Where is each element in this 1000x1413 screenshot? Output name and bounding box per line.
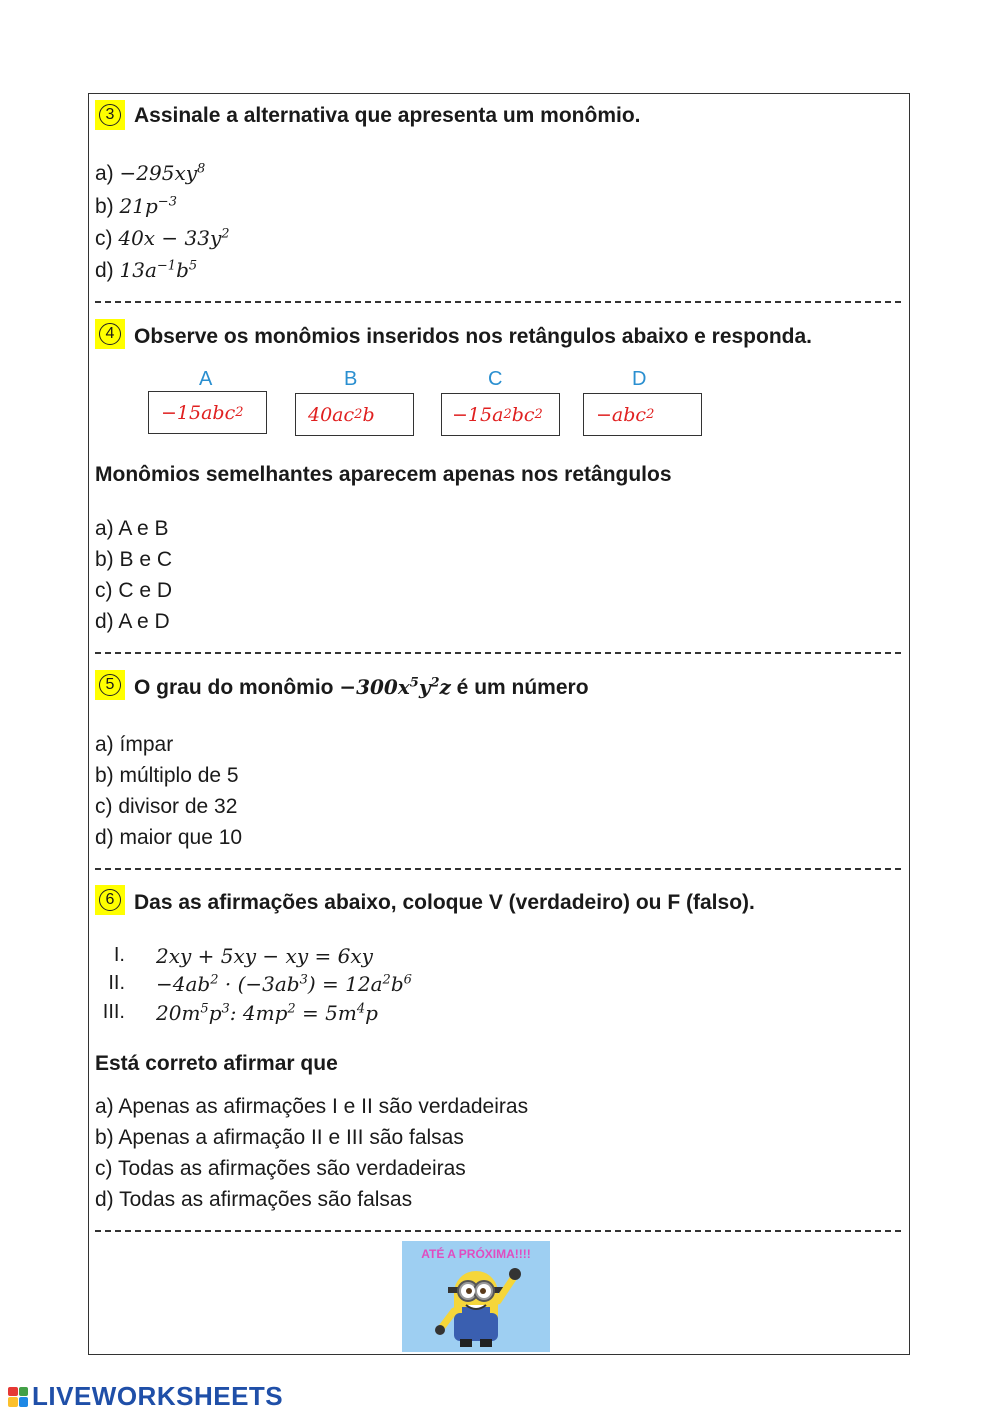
q3-option-c[interactable]: c) $40x - 33y^2$ — [95, 226, 230, 250]
q5-option-a[interactable]: a) ímpar — [95, 733, 174, 756]
liveworksheets-logo[interactable] — [8, 1381, 283, 1412]
minion-picture — [402, 1241, 550, 1352]
q3-option-d[interactable]: d) $13a^{-1}b^5$ — [95, 258, 198, 282]
q5-option-b[interactable]: b) múltiplo de 5 — [95, 764, 239, 787]
question-3-number-badge: 3 — [95, 100, 125, 130]
box-letter-d: D — [632, 368, 647, 390]
q6-option-d[interactable]: d) Todas as afirmações são falsas — [95, 1188, 413, 1211]
logo-text: LIVEWORKSHEETS — [32, 1381, 284, 1411]
statement-iii: $20m^5p^3$: $4mp^2 = 5m^4p$ — [156, 1001, 378, 1025]
question-6-title: Das as afirmações abaixo, coloque V (verdadeiro) ou F (falso). — [134, 891, 755, 914]
box-letter-a: A — [199, 368, 213, 390]
box-letter-c: C — [488, 368, 503, 390]
q4-option-d[interactable]: d) A e D — [95, 610, 170, 633]
question-4-number-badge: 4 — [95, 319, 125, 349]
statement-ii-label: II. — [108, 972, 125, 994]
statement-ii: $-4ab^2 \cdot (-3ab^3) = 12a^2b^6$ — [156, 972, 412, 996]
question-5-number-badge: 5 — [95, 670, 125, 700]
box-letter-b: B — [344, 368, 358, 390]
question-6-prompt: Está correto afirmar que — [95, 1052, 338, 1075]
q6-option-b[interactable]: b) Apenas a afirmação II e III são falsas — [95, 1126, 464, 1149]
q4-option-b[interactable]: b) B e C — [95, 548, 173, 571]
monomial-box-a: −15abc 2 — [148, 391, 267, 434]
question-3-title: Assinale a alternativa que apresenta um monômio. — [134, 104, 641, 127]
logo-mark-icon — [8, 1387, 28, 1407]
q5-option-c[interactable]: c) divisor de 32 — [95, 795, 238, 818]
q3-option-a[interactable]: $a) -295xy^8$ — [95, 161, 206, 185]
question-5-title: O grau do monômio $-300x^5y^2z$ é um número — [134, 675, 589, 699]
question-4-title: Observe os monômios inseridos nos retângulos abaixo e responda. — [134, 325, 813, 348]
q6-option-c[interactable]: c) Todas as afirmações são verdadeiras — [95, 1157, 466, 1180]
q5-option-d[interactable]: d) maior que 10 — [95, 826, 243, 849]
q3-option-b[interactable]: b) $21p^{-3}$ — [95, 194, 177, 218]
section-divider — [95, 652, 901, 654]
q4-option-a[interactable]: a) A e B — [95, 517, 169, 540]
q4-option-c[interactable]: c) C e D — [95, 579, 173, 602]
monomial-box-d: −abc 2 — [583, 393, 702, 436]
monomial-box-c: −15a 2 bc 2 — [441, 393, 560, 436]
q6-option-a[interactable]: a) Apenas as afirmações I e II são verdadeiras — [95, 1095, 529, 1118]
question-6-number-badge: 6 — [95, 885, 125, 915]
statement-i-label: I. — [113, 944, 125, 966]
minion-illustration — [402, 1241, 550, 1352]
statement-iii-label: III. — [102, 1001, 125, 1023]
statement-i: 2xy + 5xy − xy = 6xy — [156, 944, 373, 968]
question-4-prompt: Monômios semelhantes aparecem apenas nos retângulos — [95, 463, 672, 486]
section-divider — [95, 301, 901, 303]
monomial-box-b: 40ac 2 b — [295, 393, 414, 436]
section-divider — [95, 868, 901, 870]
section-divider — [95, 1230, 901, 1232]
minion-caption: ATÉ A PRÓXIMA!!!! — [421, 1247, 531, 1261]
